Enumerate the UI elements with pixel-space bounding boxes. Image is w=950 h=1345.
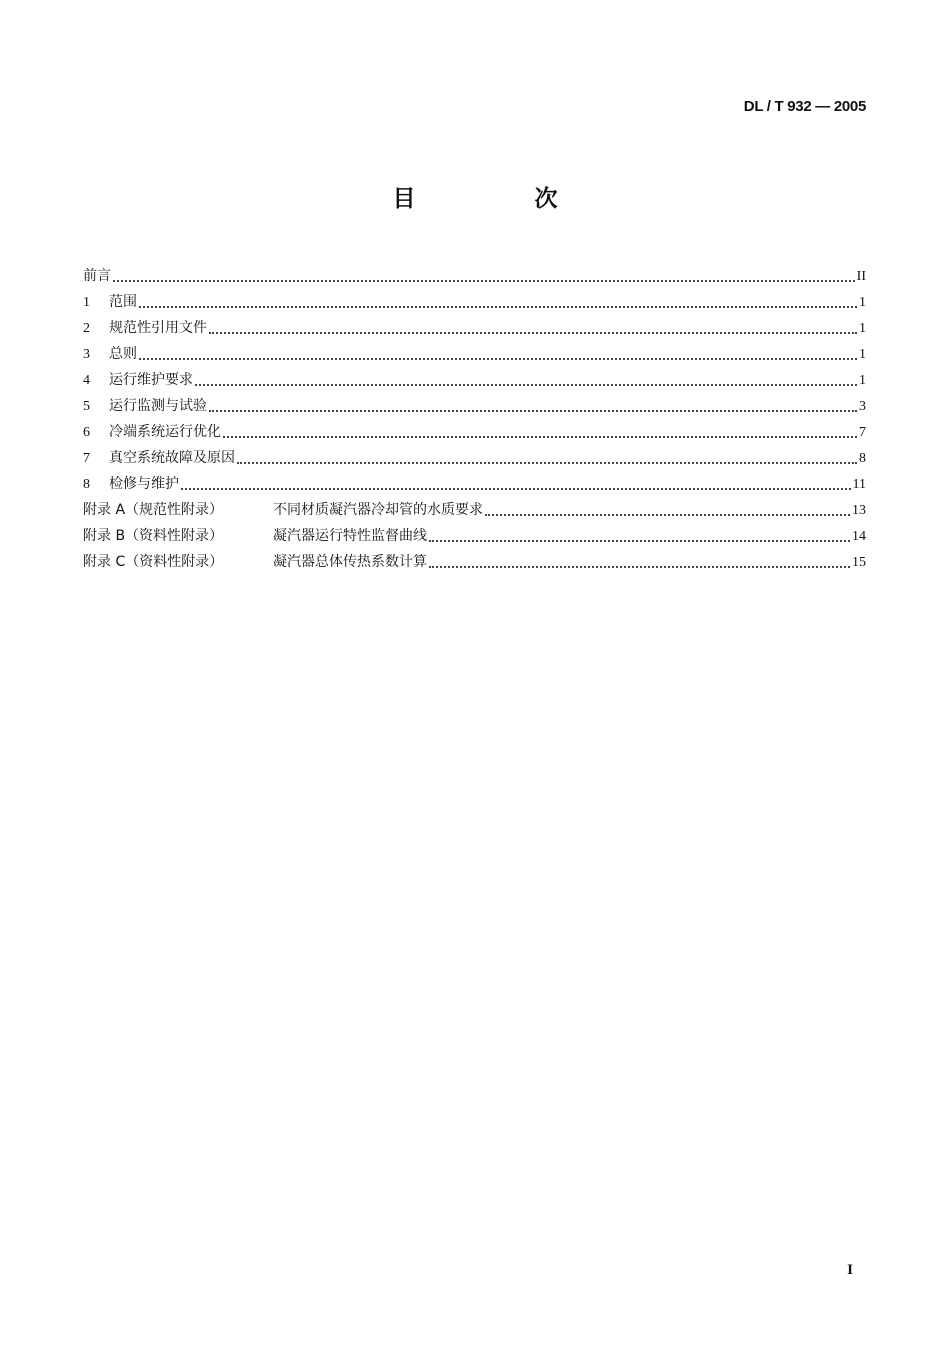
page-title: 目 次 <box>392 186 606 212</box>
toc-page: 14 <box>852 529 866 544</box>
toc-label: 不同材质凝汽器冷却管的水质要求 <box>273 502 483 518</box>
toc-number: 8 <box>83 477 90 492</box>
document-code: DL / T 932 — 2005 <box>743 98 866 115</box>
toc-page: 1 <box>859 321 866 336</box>
dot-leader <box>139 305 857 308</box>
toc-entry-4[interactable] <box>83 367 866 393</box>
toc-label: 规范性引用文件 <box>109 320 207 336</box>
toc-entry-2[interactable] <box>83 315 866 341</box>
dot-leader <box>139 357 857 360</box>
toc-label: 凝汽器总体传热系数计算 <box>273 554 427 570</box>
toc-label: 冷端系统运行优化 <box>109 424 221 440</box>
appendix-prefix: 附录 C（资料性附录） <box>83 554 224 570</box>
dot-leader <box>429 565 850 568</box>
toc-entry-6[interactable] <box>83 419 866 445</box>
dot-leader <box>113 279 855 282</box>
dot-leader <box>223 435 857 438</box>
toc-number: 2 <box>83 321 90 336</box>
toc-entry-preface[interactable] <box>83 263 866 289</box>
dot-leader <box>429 539 850 542</box>
dot-leader <box>485 513 850 516</box>
toc-label: 凝汽器运行特性监督曲线 <box>273 528 427 544</box>
toc-page: 1 <box>859 295 866 310</box>
toc-entry-appendix-a[interactable] <box>83 497 866 523</box>
toc-entry-3[interactable] <box>83 341 866 367</box>
toc-entry-appendix-b[interactable] <box>83 523 866 549</box>
toc-entry-8[interactable] <box>83 471 866 497</box>
toc-entry-7[interactable] <box>83 445 866 471</box>
toc-label: 范围 <box>109 294 137 310</box>
toc-page: 3 <box>859 399 866 414</box>
toc-entry-5[interactable] <box>83 393 866 419</box>
toc-number: 6 <box>83 425 90 440</box>
toc-page: 11 <box>852 477 866 492</box>
page-number: I <box>847 1262 853 1278</box>
toc-number: 1 <box>83 295 90 310</box>
appendix-prefix: 附录 B（资料性附录） <box>83 528 224 544</box>
toc-page: 15 <box>852 555 866 570</box>
dot-leader <box>209 331 857 334</box>
dot-leader <box>237 461 857 464</box>
toc-page: 7 <box>859 425 866 440</box>
toc-number: 7 <box>83 451 90 466</box>
dot-leader <box>209 409 857 412</box>
toc-number: 5 <box>83 399 90 414</box>
toc-label: 运行监测与试验 <box>109 398 207 414</box>
dot-leader <box>181 487 851 490</box>
toc-entry-1[interactable] <box>83 289 866 315</box>
toc-label: 真空系统故障及原因 <box>109 450 235 466</box>
toc-page: 13 <box>852 503 866 518</box>
toc-label: 前言 <box>83 268 111 284</box>
toc-page: 8 <box>859 451 866 466</box>
toc-page: 1 <box>859 347 866 362</box>
table-of-contents <box>83 263 866 575</box>
dot-leader <box>195 383 857 386</box>
appendix-prefix: 附录 A（规范性附录） <box>83 502 224 518</box>
toc-number: 4 <box>83 373 90 388</box>
toc-page: 1 <box>859 373 866 388</box>
toc-entry-appendix-c[interactable] <box>83 549 866 575</box>
toc-page: II <box>856 269 866 284</box>
toc-label: 检修与维护 <box>109 476 179 492</box>
toc-label: 总则 <box>109 346 137 362</box>
toc-label: 运行维护要求 <box>109 372 193 388</box>
toc-number: 3 <box>83 347 90 362</box>
